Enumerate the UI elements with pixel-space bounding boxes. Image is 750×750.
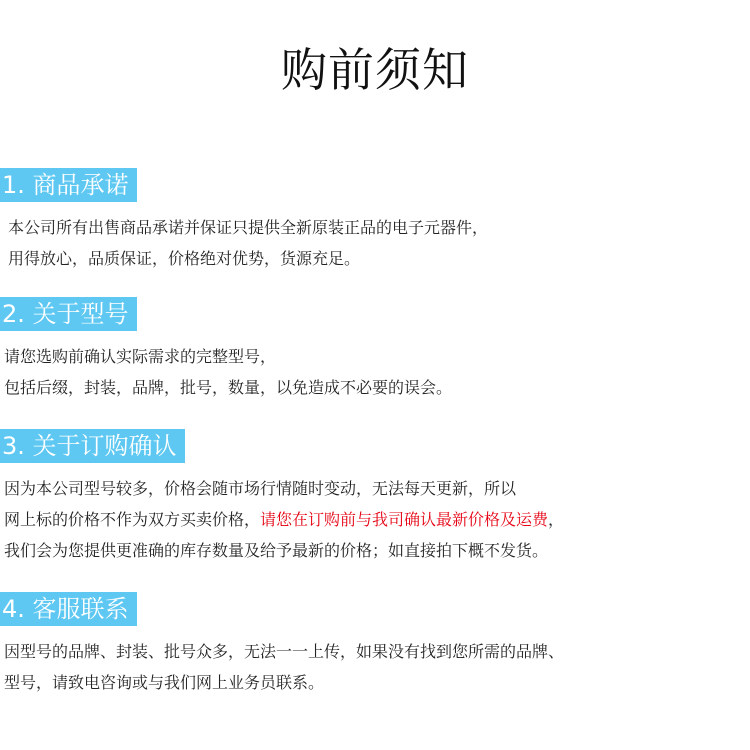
body-line: 用得放心，品质保证，价格绝对优势，货源充足。	[8, 249, 361, 268]
section-product-promise	[0, 168, 750, 274]
body-line: 本公司所有出售商品承诺并保证只提供全新原装正品的电子元器件，	[8, 218, 489, 237]
section-heading: 1. 商品承诺	[0, 168, 137, 202]
section-body	[0, 212, 750, 274]
section-body	[0, 341, 750, 403]
section-body	[0, 473, 750, 566]
section-body	[0, 636, 750, 698]
page-title: 购前须知	[281, 43, 469, 97]
body-line-with-highlight	[0, 504, 750, 535]
body-text: 网上标的价格不作为双方买卖价格，	[4, 510, 261, 529]
body-line: 因为本公司型号较多，价格会随市场行情随时变动，无法每天更新，所以	[4, 479, 517, 498]
section-customer-service	[0, 592, 750, 698]
body-line: 我们会为您提供更准确的库存数量及给予最新的价格；如直接拍下概不发货。	[4, 541, 549, 560]
section-heading: 3. 关于订购确认	[0, 429, 185, 463]
body-line: 型号，请致电咨询或与我们网上业务员联系。	[4, 673, 325, 692]
section-heading: 2. 关于型号	[0, 297, 137, 331]
section-about-model	[0, 297, 750, 403]
body-text: ，	[548, 510, 565, 529]
body-line: 因型号的品牌、封装、批号众多，无法一一上传，如果没有找到您所需的品牌、	[4, 642, 565, 661]
highlight-notice: 请您在订购前与我司确认最新价格及运费	[260, 510, 549, 529]
body-line: 请您选购前确认实际需求的完整型号，	[4, 347, 277, 366]
section-heading: 4. 客服联系	[0, 592, 137, 626]
section-order-confirmation	[0, 429, 750, 566]
body-line: 包括后缀，封装，品牌，批号，数量，以免造成不必要的误会。	[4, 378, 453, 397]
